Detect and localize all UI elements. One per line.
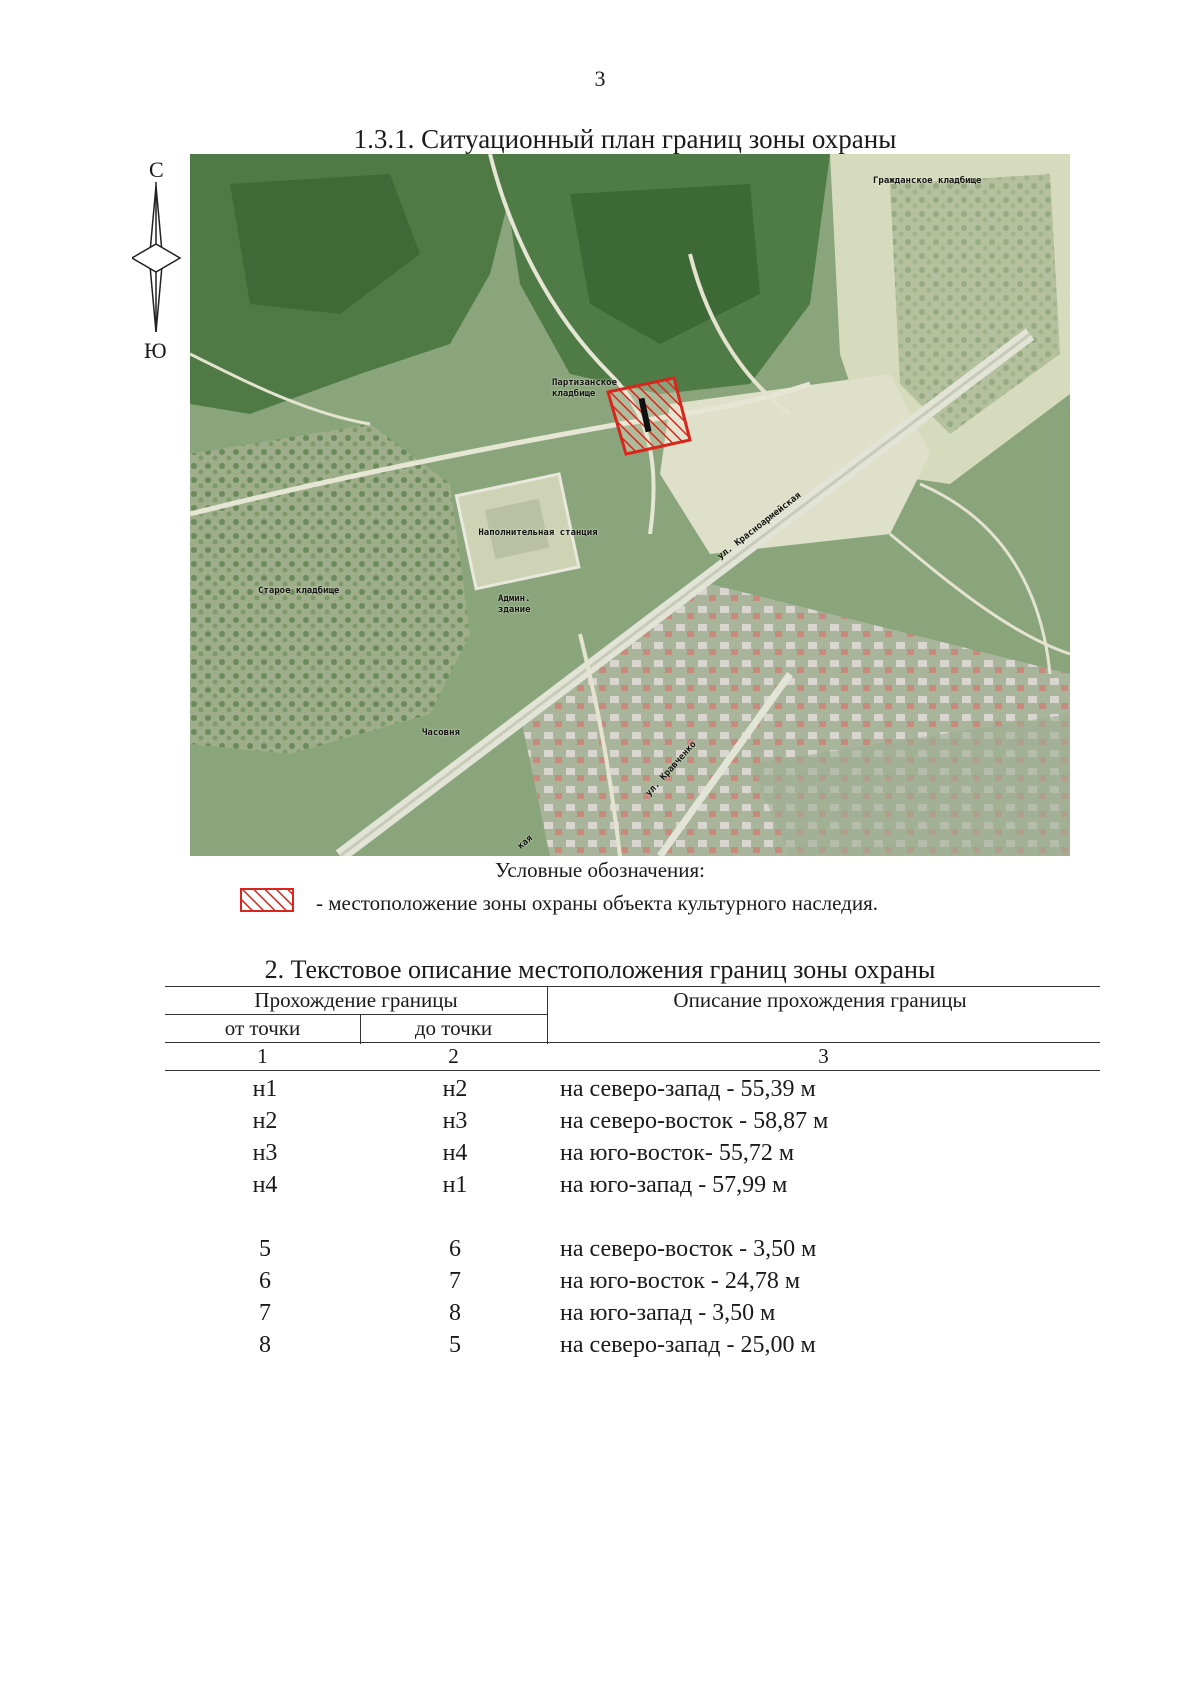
map-label-old-cemetery: Старое кладбище <box>258 586 340 596</box>
header-subrule <box>165 1014 547 1015</box>
row-to: н1 <box>442 1172 468 1198</box>
row-to: 8 <box>449 1300 461 1326</box>
legend-item-text: - местоположение зоны охраны объекта культурного наследия. <box>316 891 879 915</box>
row-description: на юго-запад - 3,50 м <box>560 1300 776 1326</box>
header-from: от точки <box>224 1016 301 1040</box>
row-from: 8 <box>259 1332 271 1358</box>
header-divider-2 <box>547 986 548 1044</box>
row-from: н1 <box>252 1076 278 1102</box>
header-col-number-3: 3 <box>818 1044 829 1068</box>
header-divider-1 <box>360 1014 361 1044</box>
row-to: н4 <box>442 1140 468 1166</box>
page-number: 3 <box>594 66 606 91</box>
row-description: на северо-восток - 58,87 м <box>560 1108 829 1134</box>
map-label-station: Наполнительная станция <box>478 528 598 538</box>
row-description: на юго-восток- 55,72 м <box>560 1140 795 1166</box>
row-to: 5 <box>449 1332 461 1358</box>
satellite-image <box>190 154 1070 856</box>
row-from: н2 <box>252 1108 278 1134</box>
legend-title: Условные обозначения: <box>494 858 706 882</box>
row-from: 6 <box>259 1268 271 1294</box>
row-description: на северо-восток - 3,50 м <box>560 1236 817 1262</box>
map-label-chapel: Часовня <box>422 728 460 738</box>
row-to: н3 <box>442 1108 468 1134</box>
row-from: 7 <box>259 1300 271 1326</box>
row-to: н2 <box>442 1076 468 1102</box>
map-label-admin-building: Админ. здание <box>498 594 531 615</box>
situation-map <box>190 154 1070 856</box>
header-to: до точки <box>414 1016 493 1040</box>
section2-title: 2. Текстовое описание местоположения границ зоны охраны <box>264 955 936 984</box>
legend-hatch-swatch <box>240 888 294 912</box>
header-passage: Прохождение границы <box>254 988 458 1012</box>
row-to: 7 <box>449 1268 461 1294</box>
row-from: н3 <box>252 1140 278 1166</box>
plan-title: 1.3.1. Ситуационный план границ зоны охраны <box>353 124 897 154</box>
header-col-number-2: 2 <box>448 1044 459 1068</box>
row-description: на юго-восток - 24,78 м <box>560 1268 801 1294</box>
map-label-street-cut: кая <box>516 833 535 852</box>
compass-north-label: С <box>149 157 164 182</box>
row-description: на юго-запад - 57,99 м <box>560 1172 788 1198</box>
header-number-rule <box>165 1042 1100 1043</box>
row-to: 6 <box>449 1236 461 1262</box>
header-description: Описание прохождения границы <box>673 988 967 1012</box>
row-from: н4 <box>252 1172 278 1198</box>
header-col-number-1: 1 <box>257 1044 268 1068</box>
table-top-rule <box>165 986 1100 987</box>
map-label-street-kravchenko: ул. Кравченко <box>644 739 699 799</box>
row-from: 5 <box>259 1236 271 1262</box>
compass-south-label: Ю <box>144 338 167 363</box>
header-bottom-rule <box>165 1070 1100 1071</box>
map-label-street-krasnoarmeyskaya: ул. Красноармейская <box>716 490 804 562</box>
row-description: на северо-запад - 25,00 м <box>560 1332 816 1358</box>
map-label-partisan-cemetery: Партизанское кладбище <box>552 378 618 399</box>
map-label-civil-cemetery: Гражданское кладбище <box>873 176 982 186</box>
row-description: на северо-запад - 55,39 м <box>560 1076 816 1102</box>
compass-rose-icon <box>132 182 182 332</box>
